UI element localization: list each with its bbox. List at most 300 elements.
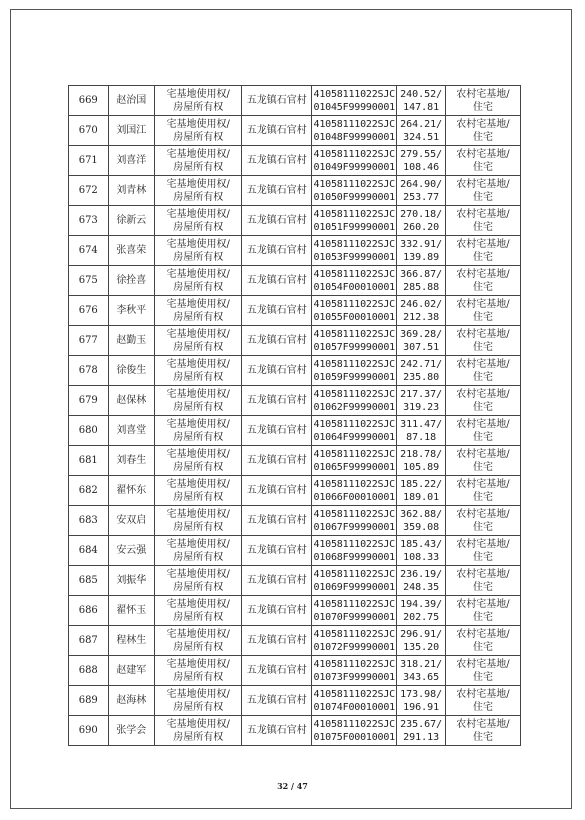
area-line-2: 135.20: [403, 641, 440, 653]
table-row: [69, 476, 521, 506]
right-type-line-2: 房屋所有权: [173, 401, 224, 413]
area-line-2: 147.81: [403, 101, 440, 113]
area: [397, 716, 446, 746]
unit-code-line-2: 01065F99990001: [313, 461, 396, 473]
right-type: [155, 86, 242, 116]
right-type-line-2: 房屋所有权: [173, 461, 224, 473]
right-type-line-2: 房屋所有权: [173, 581, 224, 593]
area-line-2: 359.08: [403, 521, 440, 533]
land-use-line-1: 农村宅基地/: [456, 328, 510, 340]
right-type-line-2: 房屋所有权: [173, 221, 224, 233]
right-type: [155, 716, 242, 746]
right-type: [155, 326, 242, 356]
area: [397, 536, 446, 566]
land-use: [445, 386, 520, 416]
unit-code-line-1: 41058111022SJC: [313, 568, 396, 580]
right-type-line-1: 宅基地使用权/: [166, 718, 230, 730]
table-row: [69, 596, 521, 626]
land-use-line-2: 住宅: [472, 311, 493, 323]
land-use: [445, 626, 520, 656]
area-line-1: 173.98/: [400, 688, 443, 700]
location: 五龙镇石官村: [242, 356, 312, 386]
land-use-line-2: 住宅: [472, 161, 493, 173]
table-row: [69, 416, 521, 446]
owner-name: 刘青林: [108, 176, 155, 206]
unit-code-line-1: 41058111022SJC: [313, 358, 396, 370]
location: 五龙镇石官村: [242, 566, 312, 596]
area: [397, 266, 446, 296]
location: 五龙镇石官村: [242, 596, 312, 626]
table-row: [69, 506, 521, 536]
unit-code-line-2: 01070F99990001: [313, 611, 396, 623]
right-type-line-2: 房屋所有权: [173, 431, 224, 443]
right-type-line-2: 房屋所有权: [173, 281, 224, 293]
land-use-line-1: 农村宅基地/: [456, 388, 510, 400]
land-use-line-2: 住宅: [472, 101, 493, 113]
area-line-1: 236.19/: [400, 568, 443, 580]
owner-name: 刘喜堂: [108, 416, 155, 446]
owner-name: 张学会: [108, 716, 155, 746]
land-use-line-1: 农村宅基地/: [456, 148, 510, 160]
unit-code-line-2: 01049F99990001: [313, 161, 396, 173]
land-use-line-2: 住宅: [472, 491, 493, 503]
land-use-line-2: 住宅: [472, 341, 493, 353]
owner-name: 赵保林: [108, 386, 155, 416]
right-type-line-2: 房屋所有权: [173, 161, 224, 173]
location: 五龙镇石官村: [242, 266, 312, 296]
area: [397, 296, 446, 326]
table-row: [69, 386, 521, 416]
land-use: [445, 236, 520, 266]
location: 五龙镇石官村: [242, 476, 312, 506]
unit-code-line-2: 01074F00010001: [313, 701, 396, 713]
area-line-1: 369.28/: [400, 328, 443, 340]
land-use-line-2: 住宅: [472, 221, 493, 233]
area-line-2: 343.65: [403, 671, 440, 683]
unit-code: [312, 656, 397, 686]
right-type: [155, 446, 242, 476]
location: 五龙镇石官村: [242, 656, 312, 686]
area: [397, 596, 446, 626]
right-type-line-2: 房屋所有权: [173, 191, 224, 203]
owner-name: 赵治国: [108, 86, 155, 116]
page-number: 32 / 47: [277, 781, 308, 791]
right-type-line-2: 房屋所有权: [173, 491, 224, 503]
owner-name: 刘国江: [108, 116, 155, 146]
unit-code: [312, 716, 397, 746]
right-type: [155, 626, 242, 656]
area: [397, 146, 446, 176]
right-type: [155, 236, 242, 266]
location: 五龙镇石官村: [242, 536, 312, 566]
unit-code-line-2: 01075F00010001: [313, 731, 396, 743]
owner-name: 张喜荣: [108, 236, 155, 266]
row-number: 683: [69, 506, 109, 536]
row-number: 690: [69, 716, 109, 746]
owner-name: 安云强: [108, 536, 155, 566]
right-type-line-2: 房屋所有权: [173, 311, 224, 323]
row-number: 679: [69, 386, 109, 416]
unit-code-line-1: 41058111022SJC: [313, 718, 396, 730]
right-type: [155, 416, 242, 446]
unit-code: [312, 326, 397, 356]
area: [397, 566, 446, 596]
owner-name: 李秋平: [108, 296, 155, 326]
area-line-1: 270.18/: [400, 208, 443, 220]
land-use: [445, 116, 520, 146]
land-use-line-1: 农村宅基地/: [456, 658, 510, 670]
unit-code: [312, 356, 397, 386]
area-line-1: 194.39/: [400, 598, 443, 610]
unit-code: [312, 236, 397, 266]
location: 五龙镇石官村: [242, 506, 312, 536]
right-type: [155, 656, 242, 686]
land-use-line-2: 住宅: [472, 401, 493, 413]
location: 五龙镇石官村: [242, 446, 312, 476]
land-use: [445, 716, 520, 746]
table-row: [69, 536, 521, 566]
land-use: [445, 536, 520, 566]
area-line-1: 218.78/: [400, 448, 443, 460]
right-type-line-1: 宅基地使用权/: [166, 448, 230, 460]
area-line-2: 307.51: [403, 341, 440, 353]
right-type: [155, 116, 242, 146]
area: [397, 476, 446, 506]
right-type-line-1: 宅基地使用权/: [166, 268, 230, 280]
area-line-2: 108.33: [403, 551, 440, 563]
unit-code: [312, 566, 397, 596]
row-number: 688: [69, 656, 109, 686]
location: 五龙镇石官村: [242, 86, 312, 116]
location: 五龙镇石官村: [242, 296, 312, 326]
area-line-2: 87.18: [406, 431, 437, 443]
unit-code-line-2: 01073F99990001: [313, 671, 396, 683]
area-line-2: 196.91: [403, 701, 440, 713]
land-use-line-1: 农村宅基地/: [456, 508, 510, 520]
table-row: [69, 566, 521, 596]
unit-code: [312, 476, 397, 506]
location: 五龙镇石官村: [242, 176, 312, 206]
land-use-line-1: 农村宅基地/: [456, 88, 510, 100]
land-use-line-1: 农村宅基地/: [456, 568, 510, 580]
right-type-line-2: 房屋所有权: [173, 371, 224, 383]
right-type-line-1: 宅基地使用权/: [166, 508, 230, 520]
owner-name: 徐拴喜: [108, 266, 155, 296]
area-line-1: 366.87/: [400, 268, 443, 280]
row-number: 678: [69, 356, 109, 386]
land-use: [445, 506, 520, 536]
right-type-line-1: 宅基地使用权/: [166, 478, 230, 490]
table-row: [69, 116, 521, 146]
unit-code-line-2: 01067F99990001: [313, 521, 396, 533]
land-use: [445, 86, 520, 116]
unit-code-line-1: 41058111022SJC: [313, 658, 396, 670]
land-use-line-2: 住宅: [472, 251, 493, 263]
land-use: [445, 266, 520, 296]
land-use-line-1: 农村宅基地/: [456, 178, 510, 190]
right-type-line-1: 宅基地使用权/: [166, 388, 230, 400]
land-use-line-1: 农村宅基地/: [456, 448, 510, 460]
registry-table: [68, 85, 521, 746]
owner-name: 赵建军: [108, 656, 155, 686]
area-line-1: 235.67/: [400, 718, 443, 730]
row-number: 682: [69, 476, 109, 506]
area-line-2: 324.51: [403, 131, 440, 143]
land-use: [445, 686, 520, 716]
area-line-1: 185.22/: [400, 478, 443, 490]
location: 五龙镇石官村: [242, 206, 312, 236]
table-row: [69, 86, 521, 116]
unit-code-line-1: 41058111022SJC: [313, 628, 396, 640]
table-row: [69, 296, 521, 326]
land-use: [445, 416, 520, 446]
right-type: [155, 386, 242, 416]
area-line-1: 185.43/: [400, 538, 443, 550]
right-type-line-1: 宅基地使用权/: [166, 598, 230, 610]
right-type: [155, 266, 242, 296]
land-use-line-2: 住宅: [472, 641, 493, 653]
area-line-1: 332.91/: [400, 238, 443, 250]
owner-name: 翟怀东: [108, 476, 155, 506]
row-number: 670: [69, 116, 109, 146]
owner-name: 程林生: [108, 626, 155, 656]
area-line-2: 202.75: [403, 611, 440, 623]
row-number: 674: [69, 236, 109, 266]
owner-name: 徐俊生: [108, 356, 155, 386]
unit-code-line-2: 01051F99990001: [313, 221, 396, 233]
unit-code-line-2: 01057F99990001: [313, 341, 396, 353]
table-row: [69, 206, 521, 236]
right-type: [155, 686, 242, 716]
unit-code-line-1: 41058111022SJC: [313, 538, 396, 550]
unit-code: [312, 116, 397, 146]
unit-code-line-1: 41058111022SJC: [313, 418, 396, 430]
owner-name: 赵勤玉: [108, 326, 155, 356]
land-use-line-1: 农村宅基地/: [456, 238, 510, 250]
land-use-line-1: 农村宅基地/: [456, 628, 510, 640]
right-type-line-2: 房屋所有权: [173, 611, 224, 623]
right-type: [155, 536, 242, 566]
unit-code-line-1: 41058111022SJC: [313, 388, 396, 400]
right-type-line-1: 宅基地使用权/: [166, 88, 230, 100]
unit-code-line-1: 41058111022SJC: [313, 478, 396, 490]
table-row: [69, 326, 521, 356]
area-line-2: 319.23: [403, 401, 440, 413]
owner-name: 刘春生: [108, 446, 155, 476]
right-type-line-2: 房屋所有权: [173, 701, 224, 713]
right-type-line-1: 宅基地使用权/: [166, 118, 230, 130]
area: [397, 386, 446, 416]
table-row: [69, 446, 521, 476]
area: [397, 356, 446, 386]
table-row: [69, 356, 521, 386]
area-line-2: 139.89: [403, 251, 440, 263]
unit-code-line-2: 01045F99990001: [313, 101, 396, 113]
land-use: [445, 656, 520, 686]
row-number: 671: [69, 146, 109, 176]
area-line-1: 217.37/: [400, 388, 443, 400]
land-use-line-2: 住宅: [472, 431, 493, 443]
area-line-1: 318.21/: [400, 658, 443, 670]
right-type-line-2: 房屋所有权: [173, 341, 224, 353]
unit-code: [312, 266, 397, 296]
owner-name: 赵海林: [108, 686, 155, 716]
right-type-line-2: 房屋所有权: [173, 671, 224, 683]
area: [397, 446, 446, 476]
location: 五龙镇石官村: [242, 326, 312, 356]
unit-code-line-2: 01048F99990001: [313, 131, 396, 143]
right-type-line-2: 房屋所有权: [173, 731, 224, 743]
unit-code-line-2: 01054F00010001: [313, 281, 396, 293]
unit-code-line-1: 41058111022SJC: [313, 208, 396, 220]
area: [397, 176, 446, 206]
area-line-2: 248.35: [403, 581, 440, 593]
area-line-2: 108.46: [403, 161, 440, 173]
location: 五龙镇石官村: [242, 386, 312, 416]
right-type-line-1: 宅基地使用权/: [166, 568, 230, 580]
area-line-1: 264.90/: [400, 178, 443, 190]
row-number: 687: [69, 626, 109, 656]
area-line-1: 311.47/: [400, 418, 443, 430]
table-row: [69, 656, 521, 686]
land-use: [445, 566, 520, 596]
unit-code: [312, 536, 397, 566]
right-type: [155, 146, 242, 176]
right-type-line-1: 宅基地使用权/: [166, 658, 230, 670]
unit-code-line-1: 41058111022SJC: [313, 298, 396, 310]
right-type: [155, 506, 242, 536]
land-use-line-1: 农村宅基地/: [456, 208, 510, 220]
land-use-line-2: 住宅: [472, 581, 493, 593]
land-use-line-1: 农村宅基地/: [456, 718, 510, 730]
right-type-line-1: 宅基地使用权/: [166, 208, 230, 220]
unit-code-line-2: 01059F99990001: [313, 371, 396, 383]
unit-code: [312, 386, 397, 416]
area: [397, 116, 446, 146]
land-use: [445, 596, 520, 626]
table-row: [69, 686, 521, 716]
unit-code: [312, 596, 397, 626]
area: [397, 86, 446, 116]
table-row: [69, 626, 521, 656]
unit-code-line-1: 41058111022SJC: [313, 238, 396, 250]
unit-code-line-1: 41058111022SJC: [313, 448, 396, 460]
right-type-line-1: 宅基地使用权/: [166, 328, 230, 340]
owner-name: 徐新云: [108, 206, 155, 236]
right-type: [155, 596, 242, 626]
land-use: [445, 206, 520, 236]
unit-code-line-1: 41058111022SJC: [313, 328, 396, 340]
unit-code-line-1: 41058111022SJC: [313, 148, 396, 160]
right-type: [155, 356, 242, 386]
unit-code: [312, 416, 397, 446]
right-type-line-1: 宅基地使用权/: [166, 298, 230, 310]
unit-code-line-1: 41058111022SJC: [313, 688, 396, 700]
unit-code-line-2: 01062F99990001: [313, 401, 396, 413]
unit-code-line-1: 41058111022SJC: [313, 598, 396, 610]
unit-code-line-2: 01055F00010001: [313, 311, 396, 323]
area: [397, 236, 446, 266]
land-use-line-1: 农村宅基地/: [456, 298, 510, 310]
land-use-line-1: 农村宅基地/: [456, 118, 510, 130]
right-type-line-2: 房屋所有权: [173, 101, 224, 113]
location: 五龙镇石官村: [242, 416, 312, 446]
land-use-line-1: 农村宅基地/: [456, 538, 510, 550]
area: [397, 686, 446, 716]
unit-code-line-1: 41058111022SJC: [313, 118, 396, 130]
row-number: 677: [69, 326, 109, 356]
land-use-line-2: 住宅: [472, 551, 493, 563]
right-type-line-1: 宅基地使用权/: [166, 688, 230, 700]
area: [397, 626, 446, 656]
unit-code-line-2: 01068F99990001: [313, 551, 396, 563]
land-use: [445, 176, 520, 206]
area-line-2: 105.89: [403, 461, 440, 473]
land-use-line-2: 住宅: [472, 371, 493, 383]
area-line-1: 264.21/: [400, 118, 443, 130]
row-number: 689: [69, 686, 109, 716]
row-number: 681: [69, 446, 109, 476]
table-row: [69, 236, 521, 266]
land-use: [445, 296, 520, 326]
area-line-1: 240.52/: [400, 88, 443, 100]
unit-code: [312, 626, 397, 656]
unit-code-line-1: 41058111022SJC: [313, 178, 396, 190]
right-type: [155, 476, 242, 506]
right-type-line-1: 宅基地使用权/: [166, 538, 230, 550]
right-type: [155, 566, 242, 596]
row-number: 676: [69, 296, 109, 326]
area-line-1: 362.88/: [400, 508, 443, 520]
unit-code: [312, 206, 397, 236]
unit-code-line-1: 41058111022SJC: [313, 508, 396, 520]
right-type-line-2: 房屋所有权: [173, 251, 224, 263]
location: 五龙镇石官村: [242, 146, 312, 176]
row-number: 669: [69, 86, 109, 116]
area: [397, 206, 446, 236]
right-type-line-1: 宅基地使用权/: [166, 238, 230, 250]
right-type-line-2: 房屋所有权: [173, 131, 224, 143]
land-use-line-1: 农村宅基地/: [456, 598, 510, 610]
table-row: [69, 716, 521, 746]
right-type: [155, 296, 242, 326]
land-use-line-1: 农村宅基地/: [456, 688, 510, 700]
right-type-line-1: 宅基地使用权/: [166, 148, 230, 160]
row-number: 672: [69, 176, 109, 206]
land-use-line-1: 农村宅基地/: [456, 358, 510, 370]
land-use: [445, 446, 520, 476]
unit-code: [312, 146, 397, 176]
location: 五龙镇石官村: [242, 686, 312, 716]
right-type-line-2: 房屋所有权: [173, 641, 224, 653]
row-number: 685: [69, 566, 109, 596]
land-use-line-2: 住宅: [472, 191, 493, 203]
location: 五龙镇石官村: [242, 116, 312, 146]
registry-table-body: [69, 86, 521, 746]
area: [397, 326, 446, 356]
owner-name: 安双启: [108, 506, 155, 536]
unit-code-line-1: 41058111022SJC: [313, 268, 396, 280]
owner-name: 刘喜洋: [108, 146, 155, 176]
area-line-2: 260.20: [403, 221, 440, 233]
area-line-2: 285.88: [403, 281, 440, 293]
right-type-line-1: 宅基地使用权/: [166, 358, 230, 370]
land-use-line-2: 住宅: [472, 701, 493, 713]
land-use: [445, 326, 520, 356]
unit-code-line-2: 01050F99990001: [313, 191, 396, 203]
land-use-line-2: 住宅: [472, 131, 493, 143]
land-use: [445, 146, 520, 176]
